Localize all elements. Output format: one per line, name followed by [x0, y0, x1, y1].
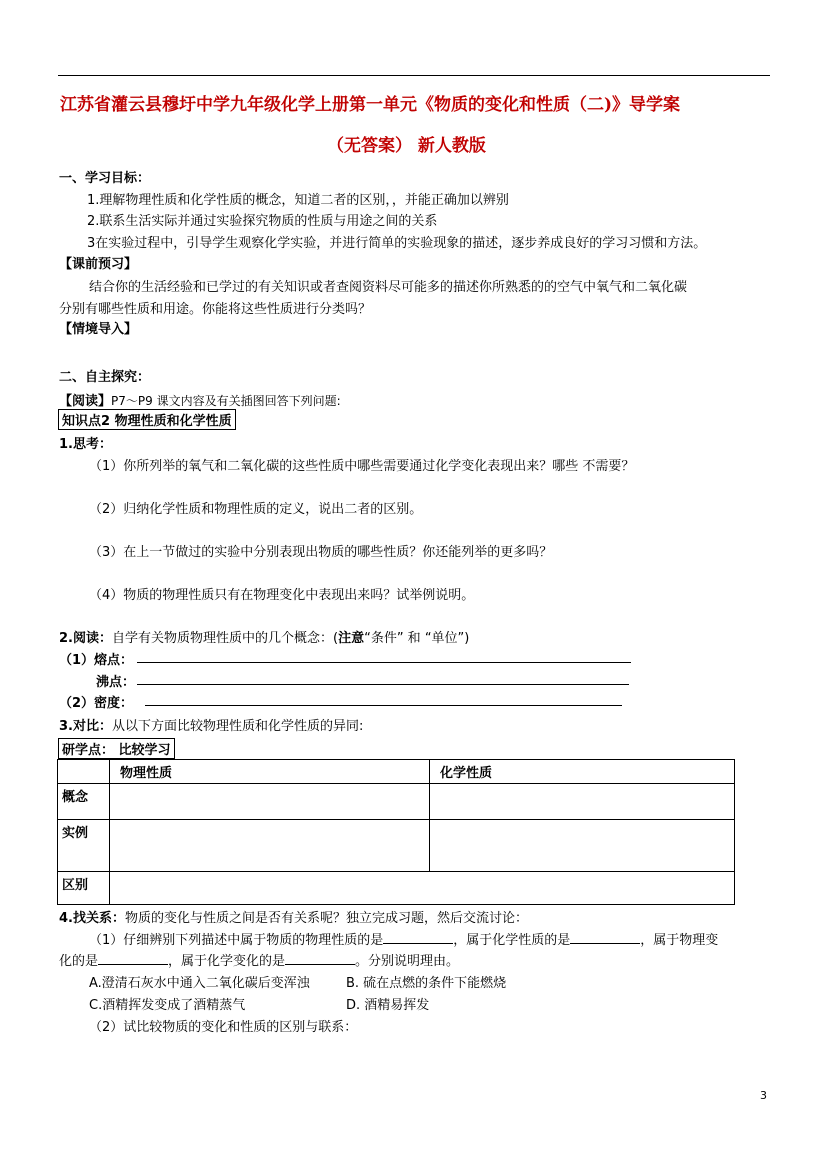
option-c: C.酒精挥发变成了酒精蒸气 — [89, 998, 246, 1013]
section1-heading: 一、学习目标： — [59, 171, 151, 186]
read2-line — [59, 627, 469, 646]
relation-q1-line2 — [59, 950, 459, 969]
compare-text: 从以下方面比较物理性质和化学性质的异同: — [111, 719, 364, 734]
relation-text: 物质的变化与性质之间是否有关系呢？独立完成习题，然后交流讨论： — [124, 911, 528, 926]
header-chemical: 化学性质 — [430, 760, 735, 784]
row-difference-label: 区别 — [58, 872, 110, 905]
document-title-line2: （无答案） 新人教版 — [327, 136, 486, 156]
knowledge-point-box: 知识点2 物理性质和化学性质 — [58, 409, 236, 430]
concept-physical-cell[interactable] — [110, 784, 430, 820]
preview-heading: 【课前预习】 — [59, 257, 138, 272]
study-point-box: 研学点： 比较学习 — [58, 738, 175, 759]
read2-text-b: “条件” 和 “单位”) — [364, 631, 470, 646]
question-2: （2）归纳化学性质和物理性质的定义，说出二者的区别。 — [89, 502, 423, 517]
relation-label: 4.找关系： — [59, 911, 125, 926]
melt-blank[interactable] — [137, 649, 631, 663]
compare-label: 3.对比： — [59, 719, 112, 734]
q1-text-d: 化的是 — [59, 954, 99, 969]
question-1: （1）你所列举的氧气和二氧化碳的这些性质中哪些需要通过化学变化表现出来？哪些 不需要？ — [89, 459, 635, 474]
relation-q2: （2）试比较物质的变化和性质的区别与联系： — [89, 1020, 358, 1035]
think-label: 1.思考： — [59, 437, 112, 452]
melt-label: 熔点： — [94, 653, 134, 668]
comparison-table — [57, 759, 735, 905]
header-rule — [58, 75, 770, 76]
page-number: 3 — [760, 1089, 767, 1102]
preview-line1: 结合你的生活经验和已学过的有关知识或者查阅资料尽可能多的描述你所熟悉的的空气中氧气和二氧化碳 — [89, 280, 688, 295]
q1-text-f: 。分别说明理由。 — [355, 954, 460, 969]
q1-text-a: （1）仔细辨别下列描述中属于物质的物理性质的是 — [89, 933, 384, 948]
row-example-label: 实例 — [58, 820, 110, 872]
option-d: D. 酒精易挥发 — [346, 998, 430, 1013]
goal-2: 2.联系生活实际并通过实验探究物质的性质与用途之间的关系 — [87, 214, 438, 229]
density-line — [59, 692, 133, 711]
goal-1: 1.理解物理性质和化学性质的概念，知道二者的区别，，并能正确加以辨别 — [87, 193, 509, 208]
read-prefix: 【阅读】 — [59, 394, 112, 409]
concept-chemical-cell[interactable] — [430, 784, 735, 820]
read-text: P7～P9 课文内容及有关插图回答下列问题: — [111, 394, 341, 408]
relation-q1-line1 — [89, 929, 718, 948]
boil-label: 沸点： — [96, 675, 136, 690]
header-physical: 物理性质 — [110, 760, 430, 784]
row-concept-label: 概念 — [58, 784, 110, 820]
q1-text-e: ，属于化学变化的是 — [168, 954, 286, 969]
read-instruction — [59, 390, 341, 409]
difference-cell[interactable] — [110, 872, 735, 905]
chemical-property-blank[interactable] — [570, 930, 640, 944]
melt-line — [59, 649, 133, 668]
example-chemical-cell[interactable] — [430, 820, 735, 872]
relation-line — [59, 907, 528, 926]
physical-property-blank[interactable] — [383, 930, 453, 944]
table-corner-cell — [58, 760, 110, 784]
question-4: （4）物质的物理性质只有在物理变化中表现出来吗？试举例说明。 — [89, 588, 475, 603]
question-3: （3）在上一节做过的实验中分别表现出物质的哪些性质？你还能列举的更多吗？ — [89, 545, 553, 560]
preview-line2: 分别有哪些性质和用途。你能将这些性质进行分类吗？ — [59, 302, 372, 317]
option-b: B. 硫在点燃的条件下能燃烧 — [346, 976, 507, 991]
goal-3: 3在实验过程中，引导学生观察化学实验，并进行简单的实验现象的描述，逐步养成良好的学习习惯和方法。 — [87, 236, 707, 251]
section2-heading: 二、自主探究： — [59, 370, 151, 385]
density-number: （2） — [59, 696, 95, 711]
q1-text-b: ，属于化学性质的是 — [453, 933, 571, 948]
read2-text-a: 自学有关物质物理性质中的几个概念：( — [111, 631, 339, 646]
example-physical-cell[interactable] — [110, 820, 430, 872]
chemical-change-blank[interactable] — [285, 951, 355, 965]
boil-blank[interactable] — [137, 671, 629, 685]
read2-note: 注意 — [338, 631, 365, 646]
document-title-line1: 江苏省灌云县穆圩中学九年级化学上册第一单元《物质的变化和性质（二)》导学案 — [60, 95, 681, 115]
option-a: A.澄清石灰水中通入二氧化碳后变浑浊 — [89, 976, 310, 991]
read2-label: 2.阅读： — [59, 631, 112, 646]
physical-change-blank[interactable] — [98, 951, 168, 965]
q1-text-c: ，属于物理变 — [640, 933, 719, 948]
intro-heading: 【情境导入】 — [59, 322, 138, 337]
melt-number: （1） — [59, 653, 95, 668]
density-label: 密度： — [94, 696, 134, 711]
density-blank[interactable] — [145, 692, 622, 706]
compare-line — [59, 715, 363, 734]
